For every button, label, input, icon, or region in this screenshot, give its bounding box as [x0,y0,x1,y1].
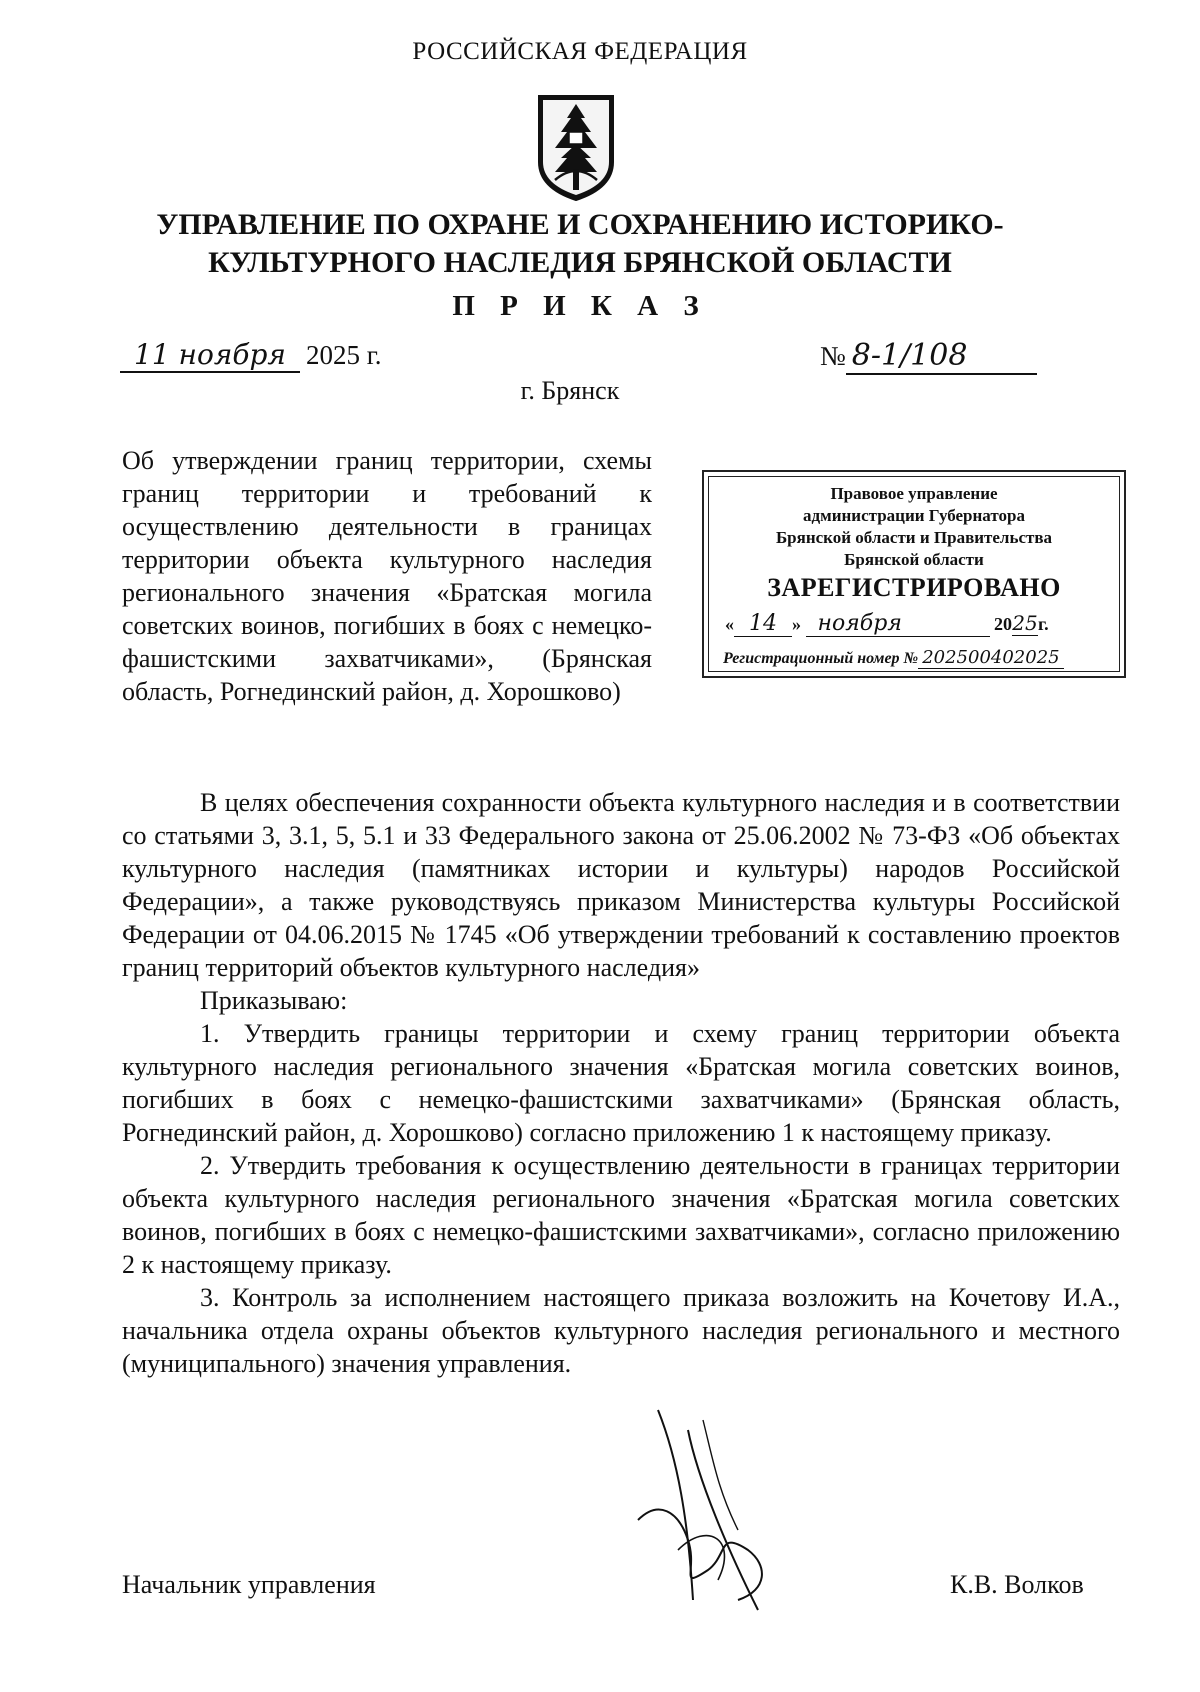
order-item-1: 1. Утвердить границы территории и схему границ территории объекта культурного наследия регионального значения «Братская могила советских воинов, погибших в боях с немецко-фашистскими захватчиками» (Брянская область, Рогнединский район, д. Хорошково) согласно приложению 1 к настоящему приказу. [122,1019,1120,1147]
order-word: Приказываю: [200,986,348,1015]
stamp-registration-number [723,647,1113,669]
preamble-paragraph: В целях обеспечения сохранности объекта культурного наследия и в соответствии со статьями 3, 3.1, 5, 5.1 и 33 Федерального закона от 25.06.2002 № 73-ФЗ «Об объектах культурного наследия (памятниках истории и культуры) народов Российской Федерации», а также руководствуясь приказом Министерства культуры Российской Федерации от 04.06.2015 № 1745 «Об утверждении требований к составлению проектов границ территорий объектов культурного наследия» [122,788,1120,982]
stamp-org-line1: Правовое управление [830,484,998,503]
stamp-organization [709,483,1119,571]
document-type: П Р И К А З [452,290,708,322]
handwritten-signature-icon [618,1400,798,1620]
order-date [120,338,382,373]
handwritten-date: 11 ноября [120,338,300,373]
stamp-day: 14 [734,611,792,637]
city: г. Брянск [520,376,620,405]
order-subject: Об утверждении границ территории, схемы границ территории и требований к осуществлению деятельности в границах территории объекта культурного наследия регионального значения «Братская могила советских воинов, погибших в боях с немецко-фашистскими захватчиками», (Брянская область, Рогнединский район, д. Хорошково) [122,446,652,706]
registration-stamp [702,470,1126,678]
stamp-org-line2: администрации Губернатора [803,506,1025,525]
stamp-regno-label: Регистрационный номер № [723,650,919,667]
stamp-close-quote: » [792,614,801,634]
order-number [820,338,1037,375]
stamp-year-suffix: 25 [1012,611,1038,635]
stamp-month: ноября [806,611,990,637]
stamp-inner-border [708,476,1120,672]
stamp-registered-label: ЗАРЕГИСТРИРОВАНО [767,573,1061,602]
stamp-date [725,611,1109,637]
agency-name-line2: КУЛЬТУРНОГО НАСЛЕДИЯ БРЯНСКОЙ ОБЛАСТИ [208,246,952,279]
number-sign: № [820,341,846,371]
stamp-year-unit: г. [1038,614,1049,634]
agency-name-line1: УПРАВЛЕНИЕ ПО ОХРАНЕ И СОХРАНЕНИЮ ИСТОРИКО- [156,208,1004,241]
signer-title: Начальник управления [122,1570,376,1599]
country-heading: РОССИЙСКАЯ ФЕДЕРАЦИЯ [412,38,748,65]
order-year: 2025 г. [306,340,382,370]
order-item-2: 2. Утвердить требования к осуществлению деятельности в границах территории объекта культурного наследия регионального значения «Братская могила советских воинов, погибших в боях с немецко-фашистскими захватчиками», согласно приложению 2 к настоящему приказу. [122,1151,1120,1279]
stamp-org-line3: Брянской области и Правительства [775,528,1053,547]
agency-name [0,206,1160,282]
handwritten-number: 8-1/108 [846,338,1037,375]
stamp-year-prefix: 20 [994,614,1012,634]
order-item-3: 3. Контроль за исполнением настоящего приказа возложить на Кочетову И.А., начальника отдела охраны объектов культурного наследия регионального и местного (муниципального) значения управления. [122,1283,1120,1378]
stamp-regno-value: 202500402025 [918,647,1063,669]
signer-name: К.В. Волков [950,1570,1084,1599]
order-body [122,786,1120,1380]
coat-of-arms-icon [533,92,619,204]
stamp-org-line4: Брянской области [844,550,984,569]
stamp-open-quote: « [725,614,734,634]
